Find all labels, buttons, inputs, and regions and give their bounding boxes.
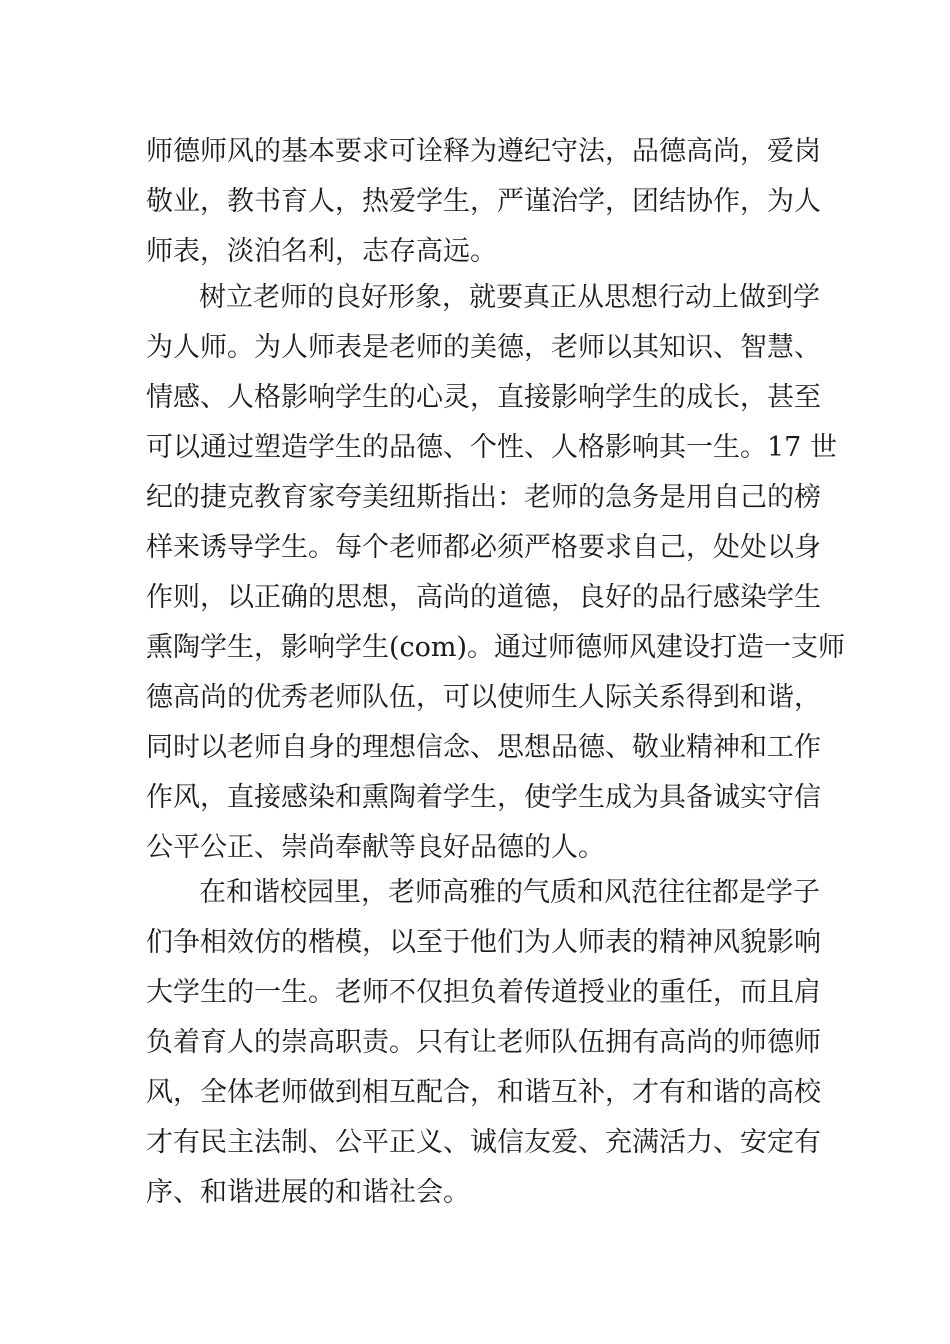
text-line: 才有民主法制、公平正义、诚信友爱、充满活力、安定有 (146, 1127, 821, 1158)
text-line: 作风，直接感染和熏陶着学生，使学生成为具备诚实守信 (146, 782, 821, 813)
text-line: 作则，以正确的思想，高尚的道德，良好的品行感染学生 (146, 582, 821, 613)
text-line: 情感、人格影响学生的心灵，直接影响学生的成长，甚至 (146, 382, 821, 413)
text-line: 熏陶学生，影响学生(com)。通过师德师风建设打造一支师 (146, 632, 846, 663)
paragraph-3 (146, 868, 821, 1218)
text-line: 师德师风的基本要求可诠释为遵纪守法，品德高尚，爱岗 (146, 136, 821, 167)
text-line: 公平公正、崇尚奉献等良好品德的人。 (146, 832, 605, 863)
text-line: 序、和谐进展的和谐社会。 (146, 1177, 470, 1208)
text-line: 负着育人的崇高职责。只有让老师队伍拥有高尚的师德师 (146, 1027, 821, 1058)
text-line: 同时以老师自身的理想信念、思想品德、敬业精神和工作 (146, 732, 821, 763)
text-line: 为人师。为人师表是老师的美德，老师以其知识、智慧、 (146, 332, 821, 363)
text-line: 风，全体老师做到相互配合，和谐互补，才有和谐的高校 (146, 1077, 821, 1108)
text-line: 可以通过塑造学生的品德、个性、人格影响其一生。17 世 (146, 432, 837, 463)
text-line: 样来诱导学生。每个老师都必须严格要求自己，处处以身 (146, 532, 821, 563)
text-line: 敬业，教书育人，热爱学生，严谨治学，团结协作，为人 (146, 186, 821, 217)
paragraph-1 (146, 127, 821, 277)
text-line: 们争相效仿的楷模，以至于他们为人师表的精神风貌影响 (146, 927, 821, 958)
text-line: 大学生的一生。老师不仅担负着传道授业的重任，而且肩 (146, 977, 821, 1008)
text-line: 纪的捷克教育家夸美纽斯指出：老师的急务是用自己的榜 (146, 482, 821, 513)
text-line: 师表，淡泊名利，志存高远。 (146, 236, 497, 267)
paragraph-2 (146, 273, 845, 873)
text-line: 在和谐校园里，老师高雅的气质和风范往往都是学子 (199, 877, 820, 908)
text-line: 树立老师的良好形象，就要真正从思想行动上做到学 (199, 282, 820, 313)
text-line: 德高尚的优秀老师队伍，可以使师生人际关系得到和谐， (146, 682, 821, 713)
